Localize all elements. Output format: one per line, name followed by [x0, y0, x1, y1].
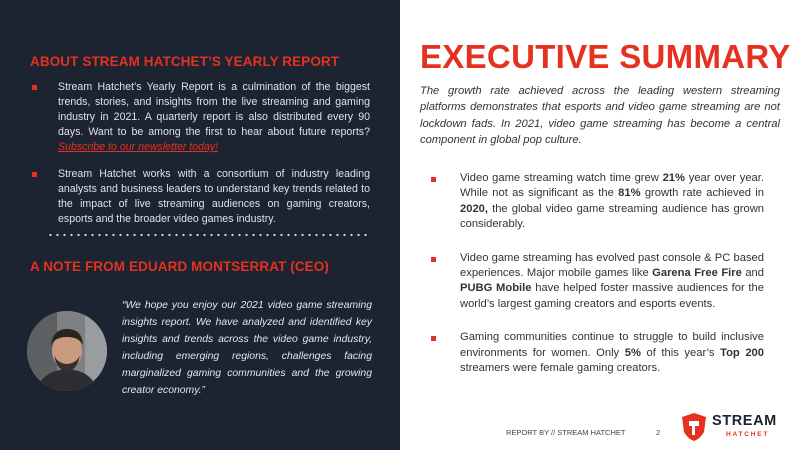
- bullet-text: Gaming communities continue to struggle to build inclusive environments for women. Only: [460, 331, 764, 359]
- dotted-divider: [47, 233, 367, 237]
- logo-wordmark-stream: STREAM: [712, 413, 777, 429]
- ceo-portrait-icon: [27, 311, 107, 391]
- right-panel: [400, 0, 800, 450]
- list-item: [430, 251, 764, 313]
- square-bullet-icon: [32, 172, 37, 177]
- page-title: EXECUTIVE SUMMARY: [420, 38, 791, 75]
- bullet-text: and: [741, 267, 764, 280]
- list-item: [430, 330, 764, 376]
- bullet-text: growth rate achieved in: [640, 187, 765, 200]
- bullet-text: streamers were female gaming creators.: [460, 362, 661, 375]
- bullet-text: Video game streaming has evolved past console & PC based experiences. Major mobile games like: [460, 251, 764, 280]
- bullet-text: Video game streaming watch time grew: [460, 172, 663, 184]
- hatchet-shield-icon: [680, 412, 708, 442]
- about-bullet-list: [30, 80, 370, 239]
- bullet-highlight: 5%: [624, 346, 641, 359]
- bullet-text: of this year’s: [640, 346, 721, 359]
- subscribe-link[interactable]: Subscribe to our newsletter today!: [58, 141, 219, 153]
- square-bullet-icon: [431, 177, 436, 182]
- page-number: 2: [656, 428, 661, 437]
- about-bullet-2-text: Stream Hatchet works with a consortium of industry leading analysts and business leaders to understand key trends related to the impact of live streaming audiences on gaming creators, esports and the broader video games industry.: [58, 168, 370, 225]
- footer-credit: REPORT BY // STREAM HATCHET: [506, 428, 626, 437]
- intro-paragraph: The growth rate achieved across the leading western streaming platforms demonstrates that esports and video game streaming are not lockdown fads. In 2021, video game streaming has become a central component in global pop culture.: [420, 85, 780, 146]
- bullet-highlight: PUBG Mobile: [460, 282, 532, 295]
- bullet-highlight: 21%: [662, 172, 685, 184]
- list-item: [430, 171, 764, 233]
- square-bullet-icon: [32, 85, 37, 90]
- bullet-highlight: Top 200: [720, 346, 765, 359]
- bullet-text: the global video game streaming audience has grown considerably.: [460, 202, 764, 231]
- bullet-highlight: 81%: [618, 187, 641, 200]
- square-bullet-icon: [431, 336, 436, 341]
- bullet-highlight: 2020,: [460, 202, 488, 215]
- logo-wordmark-hatchet: HATCHET: [726, 431, 770, 438]
- list-item: [30, 80, 370, 155]
- bullet-highlight: Garena Free Fire: [652, 267, 742, 280]
- ceo-note-heading: A NOTE FROM EDUARD MONTSERRAT (CEO): [30, 259, 329, 274]
- square-bullet-icon: [431, 257, 436, 262]
- summary-bullet-list: [430, 171, 764, 394]
- list-item: [30, 167, 370, 227]
- bullet-text: have helped foster massive audiences for the world’s largest gaming creators and esports events.: [460, 282, 764, 310]
- about-bullet-1-text: Stream Hatchet’s Yearly Report is a culmination of the biggest trends, stories, and insights from the live streaming and gaming industry in 2021. A quarterly report is also distributed every 90 days. Want to be among the first to hear about future reports?: [58, 81, 370, 138]
- about-heading: ABOUT STREAM HATCHET’S YEARLY REPORT: [30, 54, 340, 69]
- stream-hatchet-logo: [680, 411, 792, 443]
- bullet-text: year over year. While not as significant as the: [460, 172, 764, 200]
- ceo-quote: “We hope you enjoy our 2021 video game streaming insights report. We have analyzed and identified key insights and trends across the video game industry, including emerging regions, challenges facing marginalized gaming communities and the growing creator economy.”: [122, 300, 372, 396]
- ceo-avatar: [27, 311, 107, 391]
